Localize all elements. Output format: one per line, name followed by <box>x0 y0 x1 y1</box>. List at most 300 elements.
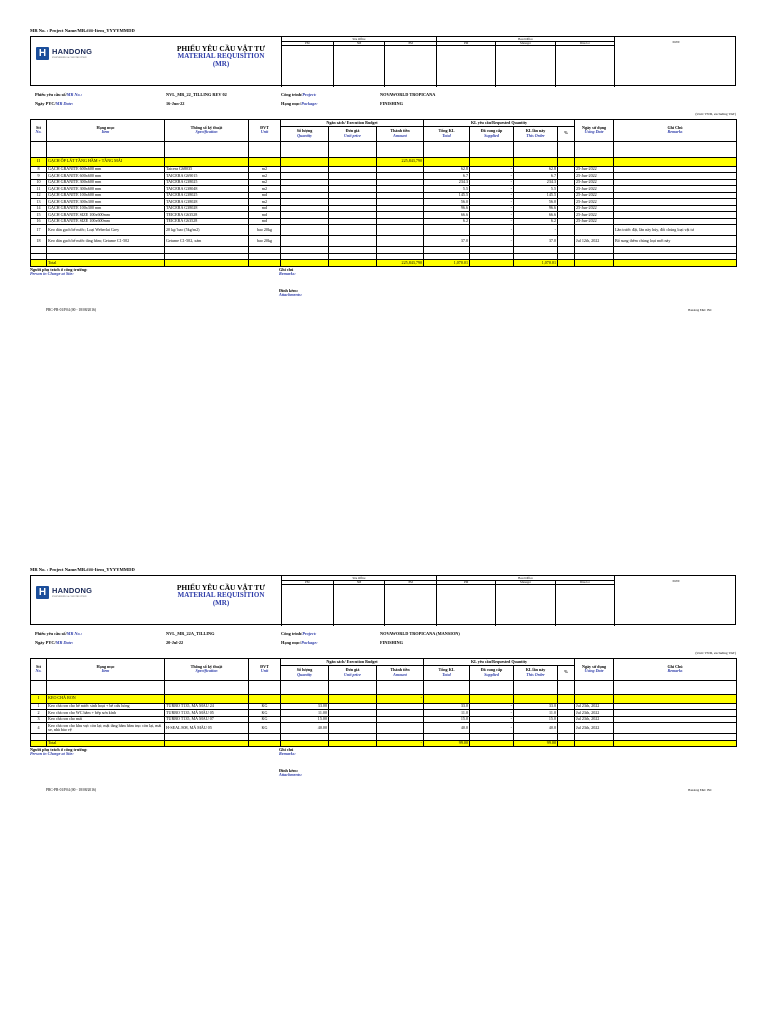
info-row <box>30 102 736 111</box>
total-cell <box>31 260 47 267</box>
cell-no: 1 <box>31 703 47 710</box>
mr-date-value: 20-Jul-22 <box>166 640 184 645</box>
group-cell <box>165 694 249 703</box>
total-cell: 225,843,790 <box>377 260 424 267</box>
cell-supplied: - <box>470 192 514 199</box>
cell-item: Keo chà ron cho khu vực còn lại; mặt tầng hầm hầm trục còn lại, mái xe, nhà bảo vệ <box>47 723 165 734</box>
head-signature-cells <box>437 45 614 87</box>
column-header <box>31 659 47 681</box>
mr-date-label <box>35 102 73 106</box>
person-in-charge-vn: Người phụ trách ở công trường: <box>30 266 88 272</box>
head-role-label: Director <box>579 41 590 45</box>
total-cell: 99.00 <box>424 740 470 747</box>
cell-unit: m2 <box>249 186 281 193</box>
cell-order: 33.0 <box>514 703 558 710</box>
signature-cell[interactable] <box>385 584 436 626</box>
empty-cell <box>575 141 614 157</box>
logo-mark-icon: H <box>36 47 49 60</box>
cell-supplied: - <box>470 199 514 206</box>
column-header <box>575 659 614 681</box>
mr-no-value: NVL_MR_22A_TILLING <box>166 631 215 636</box>
site-office-approval <box>281 37 436 87</box>
remarks-label-en: Remarks: <box>279 270 296 276</box>
empty-cell <box>31 680 47 694</box>
cell-no: 10 <box>31 179 47 186</box>
cell-spec: TAICERA G69015 <box>165 173 249 180</box>
cell-total: 6.7 <box>424 173 470 180</box>
cell-total: 11.0 <box>424 710 470 717</box>
cell-no: 13 <box>31 199 47 206</box>
column-header-vn: Thông số kỹ thuật <box>190 664 223 670</box>
empty-cell <box>377 680 424 694</box>
cell-supplied: - <box>470 166 514 173</box>
person-in-charge-vn: Người phụ trách ở công trường: <box>30 747 88 752</box>
cell-price <box>329 723 377 734</box>
person-in-charge-label <box>30 748 87 756</box>
total-cell <box>558 740 575 747</box>
column-header-en: Supplied <box>484 132 499 138</box>
column-header <box>614 659 737 681</box>
unit-note: (Unit: VND, excluding VAT) <box>695 112 736 116</box>
cell-qty: 40.00 <box>281 723 329 734</box>
cell-order: 56.0 <box>514 199 558 206</box>
cell-qty <box>281 236 329 247</box>
group-cell: I <box>31 694 47 703</box>
cell-qty: 11.00 <box>281 710 329 717</box>
total-cell: Total <box>47 260 165 267</box>
cell-order: 96.6 <box>514 205 558 212</box>
cell-date: 25-Jun-2022 <box>575 205 614 212</box>
column-header-en: This Order <box>526 132 545 138</box>
cell-item: GẠCH GRANITE 600x600 mm <box>47 166 165 173</box>
project-label <box>281 93 316 97</box>
cell-price <box>329 225 377 236</box>
cell-item: Keo chà ron cho bể nước sinh hoạt + bể cứu hỏng <box>47 703 165 710</box>
logo-mark-icon: H <box>36 586 49 599</box>
column-header <box>47 659 165 681</box>
cell-unit: md <box>249 192 281 199</box>
mr-number-header: MR No. : Project Name/MR.###-Item_YYYYMMDD <box>30 28 135 33</box>
info-row <box>30 641 736 650</box>
cell-no: 3 <box>31 716 47 723</box>
attachments-label <box>279 289 302 297</box>
cell-spec: Getume C1-502, xám <box>165 236 249 247</box>
site-role-label: PM <box>408 41 413 45</box>
group-cell <box>281 157 329 166</box>
empty-cell <box>249 141 281 157</box>
total-cell: Total <box>47 740 165 747</box>
site-role-label: SM <box>334 41 386 45</box>
cell-item: GẠCH GRANITE 600x600 mm <box>47 173 165 180</box>
cell-order: 37.0 <box>514 236 558 247</box>
cell-total: 33.0 <box>424 703 470 710</box>
project-label-vn: Công trình/ <box>281 631 303 636</box>
mr-no-label-en: MR No.: <box>66 631 83 636</box>
signature-cell[interactable] <box>556 584 614 626</box>
column-header <box>329 126 377 141</box>
header-box <box>30 575 736 625</box>
column-header <box>47 120 165 142</box>
mr-date-label <box>35 641 73 645</box>
site-signature-cells <box>282 45 436 87</box>
column-header-en: Remarks <box>667 668 683 674</box>
approval-date: 00/00 <box>614 37 737 87</box>
cell-unit: m2 <box>249 179 281 186</box>
empty-cell <box>165 141 249 157</box>
total-cell: 1,070.01 <box>514 260 558 267</box>
total-cell <box>165 260 249 267</box>
site-office-label: Site Office <box>282 37 436 42</box>
mr-date-label-vn: Ngày PYC/ <box>35 101 56 106</box>
cell-item: GẠCH GRANITE 100x300 mm <box>47 205 165 212</box>
empty-cell <box>281 680 329 694</box>
signature-cell[interactable] <box>385 45 436 87</box>
column-header-en: Using Date <box>584 668 604 674</box>
signature-cell[interactable] <box>282 45 334 87</box>
column-header-vn: Ghi Chú <box>667 664 683 670</box>
head-office-approval <box>436 37 614 87</box>
form-title <box>161 45 281 68</box>
title-english: MATERIAL REQUISITION <box>177 52 265 61</box>
cell-unit: md <box>249 212 281 219</box>
cell-qty: 33.00 <box>281 703 329 710</box>
column-header-vn: Đã cung cấp <box>480 667 503 673</box>
cell-remark <box>614 723 737 734</box>
cell-spec: TAICERA G38025 <box>165 192 249 199</box>
total-cell <box>31 740 47 747</box>
column-header-en: Supplied <box>484 671 499 677</box>
column-header-en: Unit price <box>344 132 361 138</box>
cell-order: - <box>514 225 558 236</box>
mr-no-label <box>35 93 82 97</box>
cell-unit: KG <box>249 703 281 710</box>
cell-date: 25-Jun-2022 <box>575 173 614 180</box>
project-label-en: Project: <box>302 631 317 636</box>
site-role-label: SM <box>334 580 386 584</box>
empty-cell <box>514 141 558 157</box>
site-role-label: PM <box>282 580 334 584</box>
site-signature-cells <box>282 584 436 626</box>
attachments-label-en: Attachments: <box>279 772 303 778</box>
empty-cell <box>514 680 558 694</box>
group-cell <box>329 157 377 166</box>
column-header <box>377 126 424 141</box>
package-label-vn: Hạng mục/ <box>281 640 302 645</box>
cell-total: 234.3 <box>424 179 470 186</box>
package-value: FINISHING <box>380 101 403 106</box>
total-cell: 99.00 <box>514 740 558 747</box>
person-in-charge-label <box>30 268 87 276</box>
cell-unit: md <box>249 218 281 225</box>
mr-no-label-vn: Phiếu yêu cầu số/ <box>35 92 67 97</box>
empty-cell <box>614 680 737 694</box>
empty-cell <box>377 141 424 157</box>
group-cell <box>424 157 470 166</box>
cell-supplied: - <box>470 236 514 247</box>
signature-cell[interactable] <box>437 45 496 87</box>
project-label <box>281 632 316 636</box>
column-header-en: No. <box>35 668 42 674</box>
group-cell: II <box>31 157 47 166</box>
empty-cell <box>31 141 47 157</box>
signature-cell[interactable] <box>334 584 386 626</box>
cell-total: 40.0 <box>424 723 470 734</box>
total-cell <box>165 740 249 747</box>
package-label <box>281 641 318 645</box>
remarks-label-vn: Ghi chú <box>279 747 294 752</box>
column-header-en: Total <box>442 132 451 138</box>
cell-amount <box>377 225 424 236</box>
total-cell <box>470 260 514 267</box>
cell-total: 96.6 <box>424 205 470 212</box>
column-header <box>424 126 470 141</box>
total-row <box>31 740 737 747</box>
empty-cell <box>470 680 514 694</box>
column-header-en: Item <box>101 668 110 674</box>
project-value: NOVAWORLD TROPICANA <box>380 92 436 97</box>
cell-no: 11 <box>31 186 47 193</box>
signature-cell[interactable] <box>282 584 334 626</box>
cell-unit: KG <box>249 716 281 723</box>
column-header <box>281 126 329 141</box>
column-header-vn: Số lượng <box>296 128 313 134</box>
column-header-en: Quantity <box>297 671 312 677</box>
cell-date: 25-Jun-2022 <box>575 179 614 186</box>
group-cell <box>329 694 377 703</box>
cell-unit: m2 <box>249 173 281 180</box>
column-header <box>470 665 514 680</box>
cell-unit: bao 20kg <box>249 236 281 247</box>
cell-qty <box>281 225 329 236</box>
group-cell: - <box>377 694 424 703</box>
column-header-vn: Tổng KL <box>438 128 455 134</box>
site-role-label: PM <box>282 41 334 45</box>
group-cell <box>558 694 575 703</box>
empty-cell <box>249 680 281 694</box>
cell-total: 37.0 <box>424 236 470 247</box>
cell-spec: TURBO T135, MÃ MÀU 05 <box>165 710 249 717</box>
mr-date-value: 16-Jun-22 <box>166 101 185 106</box>
empty-cell <box>470 141 514 157</box>
title-vietnamese: PHIẾU YÊU CẦU VẬT TƯ <box>176 44 266 53</box>
remarks-label <box>279 748 296 756</box>
column-header-vn: ĐVT <box>260 125 269 131</box>
table-row <box>31 225 737 236</box>
attachments-label <box>279 769 302 777</box>
cell-supplied: - <box>470 179 514 186</box>
empty-cell <box>281 141 329 157</box>
column-header-en: Total <box>442 671 451 677</box>
mr-date-label-vn: Ngày PYC/ <box>35 640 56 645</box>
cell-date: 25-Jun-2022 <box>575 192 614 199</box>
form-code: PRC-PR-01/F04 (00 - 18/08/2016) <box>46 788 97 792</box>
requisition-table <box>30 119 737 267</box>
group-cell <box>558 157 575 166</box>
cell-date: Jul 23th, 2022 <box>575 716 614 723</box>
person-in-charge-en: Person in Charge at Site: <box>30 751 74 757</box>
cell-order: 145.5 <box>514 192 558 199</box>
cell-remark: Lần trước đặt, lần này hủy, đổi chủng loại vật tư <box>614 225 737 236</box>
group-cell <box>514 694 558 703</box>
cell-pct <box>558 236 575 247</box>
header-box <box>30 36 736 86</box>
company-logo <box>36 47 106 63</box>
total-cell <box>249 740 281 747</box>
cell-date: 25-Jun-2022 <box>575 199 614 206</box>
column-header <box>558 665 575 680</box>
cell-date: 25-Jun-2022 <box>575 166 614 173</box>
column-header-en: Unit price <box>344 671 361 677</box>
cell-spec: TAICERA G38028 <box>165 205 249 212</box>
column-header-en: Quantity <box>297 132 312 138</box>
empty-cell <box>329 680 377 694</box>
group-cell: GẠCH ỐP LÁT TẦNG HẦM + TẦNG MÁI <box>47 157 165 166</box>
head-signature-cells <box>437 584 614 626</box>
column-header-vn: % <box>563 669 569 675</box>
mr-number-header: MR No. : Project Name/MR.###-Item_YYYYMMDD <box>30 567 135 572</box>
column-header-vn: Thành tiền <box>390 128 410 134</box>
unit-note: (Unit: VND, excluding VAT) <box>695 651 736 655</box>
requisition-table <box>30 658 737 747</box>
column-header-vn: Tổng KL <box>438 667 455 673</box>
requested-section-label: KL yêu cầu/Requested Quantity <box>470 119 528 125</box>
empty-cell <box>424 141 470 157</box>
cell-no: 8 <box>31 166 47 173</box>
cell-supplied: - <box>470 716 514 723</box>
signature-cell[interactable] <box>334 45 386 87</box>
group-cell <box>165 157 249 166</box>
cell-total: 15.0 <box>424 716 470 723</box>
cell-no: 4 <box>31 723 47 734</box>
empty-cell <box>575 680 614 694</box>
column-header-vn: KL lần này <box>525 128 546 134</box>
cell-order: 62.8 <box>514 166 558 173</box>
cell-total: 66.6 <box>424 212 470 219</box>
table-row <box>31 723 737 734</box>
column-header-vn: Stt <box>35 664 41 670</box>
cell-spec: TAICERA G38028 <box>165 199 249 206</box>
group-cell <box>424 694 470 703</box>
empty-cell <box>558 141 575 157</box>
group-cell <box>575 694 614 703</box>
title-vietnamese: PHIẾU YÊU CẦU VẬT TƯ <box>176 583 266 592</box>
head-role-label: PM <box>437 580 496 584</box>
cell-unit: bao 20kg <box>249 225 281 236</box>
cell-supplied: - <box>470 173 514 180</box>
total-cell <box>558 260 575 267</box>
attachments-label-vn: Đính kèm: <box>279 768 298 773</box>
signature-cell[interactable] <box>496 584 555 626</box>
cell-spec: TAICERA G38048 <box>165 186 249 193</box>
requested-section-label: KL yêu cầu/Requested Quantity <box>470 658 528 664</box>
cell-no: 2 <box>31 710 47 717</box>
spacer-row <box>31 680 737 694</box>
column-header-vn: Hạng mục <box>96 125 115 131</box>
cell-total: 6.2 <box>424 218 470 225</box>
column-header-vn: Stt <box>35 125 41 131</box>
signature-cell[interactable] <box>437 584 496 626</box>
cell-order: 5.5 <box>514 186 558 193</box>
cell-supplied: - <box>470 186 514 193</box>
cell-date: Jul 23th, 2022 <box>575 703 614 710</box>
head-office-approval <box>436 576 614 626</box>
approval-date: 00/00 <box>614 576 737 626</box>
column-header <box>614 120 737 142</box>
site-office-label: Site Office <box>282 576 436 581</box>
head-office-label: Head Office <box>437 37 614 42</box>
group-cell <box>470 157 514 166</box>
cell-item: GẠCH GRANITE 300x600 mm <box>47 179 165 186</box>
cell-spec: TURBO T135, MÃ MÀU 07 <box>165 716 249 723</box>
column-header <box>377 665 424 680</box>
total-cell <box>329 740 377 747</box>
signature-cell[interactable] <box>556 45 614 87</box>
cell-supplied: - <box>470 225 514 236</box>
cell-supplied: - <box>470 218 514 225</box>
cell-qty: 15.00 <box>281 716 329 723</box>
column-header <box>424 665 470 680</box>
cell-date: Jul 23th, 2022 <box>575 710 614 717</box>
cell-item: GẠCH GRANITE 300x300 mm <box>47 199 165 206</box>
mr-date-label-en: MR Date: <box>55 101 74 106</box>
column-header-vn: Đơn giá <box>345 128 360 134</box>
cell-pct <box>558 225 575 236</box>
mr-no-label-en: MR No.: <box>66 92 83 97</box>
cell-item: GẠCH GRANITE 100x600 mm <box>47 192 165 199</box>
cell-total: 5.5 <box>424 186 470 193</box>
total-cell <box>575 740 614 747</box>
empty-cell <box>165 680 249 694</box>
cell-remark: Bổ sung thêm chủng loại mới này <box>614 236 737 247</box>
column-header-vn: Thông số kỹ thuật <box>190 125 223 131</box>
project-label-vn: Công trình/ <box>281 92 303 97</box>
cell-amount <box>377 723 424 734</box>
total-cell <box>614 740 737 747</box>
site-office-approval <box>281 576 436 626</box>
head-role-label: Director <box>579 580 590 584</box>
cell-unit: m2 <box>249 199 281 206</box>
total-cell <box>470 740 514 747</box>
column-header-en: Remarks <box>667 129 683 135</box>
column-header-vn: ĐVT <box>260 664 269 670</box>
group-cell: 225,843,790 <box>377 157 424 166</box>
column-header-vn: Hạng mục <box>96 664 115 670</box>
column-header <box>249 659 281 681</box>
cell-price <box>329 236 377 247</box>
cell-order: 40.0 <box>514 723 558 734</box>
group-cell <box>514 157 558 166</box>
column-header-en: Unit <box>260 129 269 135</box>
signature-cell[interactable] <box>496 45 555 87</box>
total-cell <box>329 260 377 267</box>
attachments-label-en: Attachments: <box>279 291 303 297</box>
cell-spec: 20 kg/ bao (5kg/m2) <box>165 225 249 236</box>
package-label-en: Package: <box>301 101 318 106</box>
spacer-row <box>31 141 737 157</box>
cell-item: Keo dán gạch bể nước tầng hầm; Getume C1-502 <box>47 236 165 247</box>
total-row <box>31 260 737 267</box>
total-cell: 1,070.01 <box>424 260 470 267</box>
column-header-en: No. <box>35 129 42 135</box>
cell-spec: TEICERA G63528 <box>165 218 249 225</box>
group-cell <box>614 694 737 703</box>
cell-unit: KG <box>249 723 281 734</box>
column-header-en: Item <box>101 129 110 135</box>
cell-supplied: - <box>470 212 514 219</box>
package-label-vn: Hạng mục/ <box>281 101 302 106</box>
empty-cell <box>558 680 575 694</box>
cell-date: Jul 12th, 2022 <box>575 236 614 247</box>
